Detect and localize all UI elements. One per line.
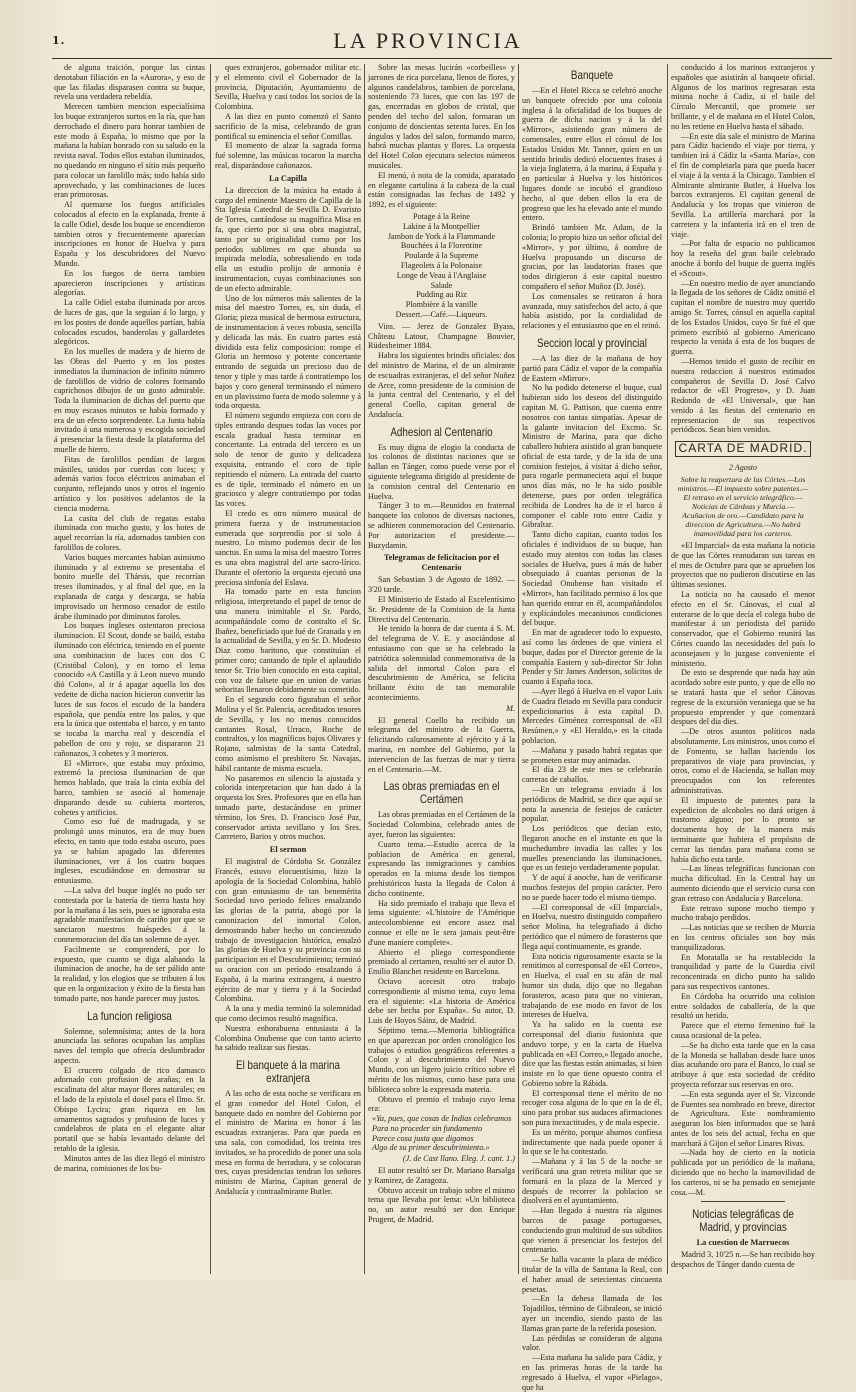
menu-list (368, 212, 515, 320)
column-divider (210, 64, 211, 1274)
paragraph: conducido á los marinos extranjeros y españoles que asistirán al banquete oficial. Algunos de los marinos regresaran esta misma noche á Cadiz, si el baile del Círculo Mercantil, que promete ser brillante, y el de mañana en el Hotel Colon, no les retiene en Huelva hasta el sábado. (671, 63, 815, 131)
paragraph: Merecen tambien mencion especialísima los buque extranjeros surtos en la ría, que han derrochado el dinero para honrar tambien de este modo á España, lo mismo que por la mañana la habían honrado con su saludo en la revista naval. Todos ellos estaban iluminados, no quedando en ninguno el sitio más pequeño para colocar un farolillo más; todo había sido aprovechado, y las combinaciones de luces eran primorosas. (54, 102, 205, 200)
masthead (0, 0, 856, 54)
paragraph: Sobre las mesas lucirán «corbeilles» y jarrones de rica porcelana, llenos de flores, y algunos candelabros, tambien de porcelana, sosteniendo 73 luces, que con las 197 de gas, encerradas en globos de cristal, que penden del techo del salon, formaran un conjunto de doscientas setenta luces. En los ángulos y lados del salon, formando marco, habrá muchas plantas y flores. La orquesta del Hotel Colon ejecutara selectos números musicales. (368, 63, 515, 170)
paragraph: A las diez en punto comenzó el Santo sacrificio de la misa, celebrando de gran pontifical su eminencia el señor Comillas. (215, 111, 361, 141)
paragraph: Varios buques mercantes habían asimismo iluminado y al extremo se presentaba el bonito muelle del Thársis, que recorrían treses iluminados, y al final del que, en la explanada de carga y descarga, se había improvisado un hermoso cenador de estilo árabe iluminado por diminutos faroles. (54, 552, 205, 621)
paragraph: —A las diez de la mañana de hoy partió para Cádiz el vapor de la compañía de Eastern «Mirror». (522, 353, 662, 383)
paragraph: Los comensales se retiraron á hora avanzada, muy satisfechos del acto, á que había asistido, por la cordialidad de relaciones y el entusiasmo que en el reinó. (522, 291, 662, 331)
section-heading-seccion-local: Seccion local y provincial (537, 335, 647, 350)
menu-item: Potage á la Reine (412, 211, 471, 221)
section-heading-obras: Las obras premiadas en el Certámen (383, 779, 500, 807)
paragraph: —En esta segunda ayer el Sr. Vizconde de Fuentes sea nombrado en breve, director de Agricultura. Este nombramiento aseguran los bien informados que se hará antes de los seis del actual, fecha en que marchará á Gijon el señor Linares Rivas. (671, 1089, 815, 1148)
newspaper-title: LA PROVINCIA (333, 28, 523, 53)
paragraph: Vins. — Jerez de Gonzalez Byass, Château Latour, Champagne Bouvier, Rüdesheimer 1884. (368, 321, 515, 351)
menu-item: Poularde á la Supreme (404, 251, 479, 261)
column-3 (368, 63, 515, 1275)
verse-citation: (J. de Cast llano. Eleg. J. cant. 1.) (402, 1154, 515, 1164)
paragraph: La direccion de la música ha estado á cargo del eminente Maestro de Capilla de la Sta Iglesia Catedral de Sevilla D. Evaristo de Torres, cantándose su magnífica Misa en fa, que cierto por si una obra magistral, tanto por su originalidad como por los periodos sublimes en que abunda su inspirada melodía, sobresaliendo en toda ella un estudio prolijo de armonía é instrumentacion, cuyas combinaciones son de un efecto admirable. (215, 185, 361, 293)
paragraph: Facilmente se comprenderá, por lo expuesto, que cuanto se diga alabando la iluminacion de anoche, ha de ser pálido ante la realidad, y los elogios que se tributen á los que en la organizacion y éxito de la fiesta han tomado parte, nos hande parecer muy justos. (54, 944, 205, 1003)
paragraph: Y de aquí á anoche, han de verificarse muchos festejos del propio carácter. Pero no se puede hacer todo el mismo tiempo. (522, 873, 662, 902)
paragraph: Es muy digna de elogio la conducta de los colonos de distintas naciones que se hallan en Tánger, como puede verse por el siguiente telegrama dirigido al presidente de la comision central del Centenario en Huelva. (368, 442, 515, 501)
dateline: 2 Agosto (728, 463, 758, 473)
paragraph: —En un telegrama enviado á los periódicos de Madrid, se dice que aquí se nota la ausencia de festejos de carácter popular. (522, 784, 662, 824)
paragraph: El «Mirror», que estaba muy próximo, extremó la preciosa iluminacion de que hemos hablado, que traía la cinta exibía del barco, tambien se asoció al homenaje disparando desde su cubierta morteros, cohetes y artificios. (54, 758, 205, 817)
section-heading-noticias: Noticias telegráficas de Madrid, y provincias (692, 1207, 794, 1235)
paragraph: —En nuestro medio de ayer anunciando la llegada de los señores de Cádiz omitió el capitan el nombre de nuestro muy querido amigo Sr. Torres, cónsul en aquella capital de los Estados Unidos, cuyo Sr fué el que primero escribió al gobierno Americano respecto la venida á esta de los buques de guerra. (671, 278, 815, 357)
paragraph: Séptimo tema.—Memoria bibliográfica en que aparezcan por orden cronológico los trabajos ó estudios geográficos referentes a Colon y al descubrimiento del Nuevo Mundo, con un ligero juicio crítico sobre el mérito de los mismos, como base para una biblioteca sobre la expresada materia. (368, 1025, 515, 1094)
paragraph: —Por falta de espacio no publicamos hoy la reseña del gran baile celebrado anoche á bordo del buque de guerra inglés el «Scout». (671, 239, 815, 278)
paragraph: —Las noticias que se reciben de Murcia en los centros oficiales son hoy más tranquilizadoras. (671, 923, 815, 952)
paragraph: Tánger 3 to m.—Reunidos en fraternal banquete los colonos de diversas naciones, se adhieren conmemoracion del Centenario. Por autorizacion el presidente.—Buzydamin. (368, 501, 515, 550)
paragraph: La casita del club de regatas estaba iluminada con mucho gusto, y los botes de aquel recorrían la ría, adornados tambien con farolillos de colores. (54, 513, 205, 553)
paragraph: El momento de alzar la sagrada forma fué solemne, las músicas tocaron la marcha real, disparándose cañonazos. (215, 141, 361, 170)
paragraph: La calle Odiel estaba iluminada por arcos de luces de gas, que la seguían á lo largo, y en los postes de donde aquellos partían, había colocados escudos, banderolas y gallardetes alegóricos. (54, 298, 205, 347)
paragraph: El credo es otro número musical de primera fuerza y de instrumentacion esmerada que sorprendía por si solo á nuestro. Lo mismo podemos decir de los sanctus. En suma la misa del maestro Torres es una obra magistral del arte sacro-lírico. Durante el ofertorio la orquesta ejecutó una preciosa sinfonía del Eslava. (215, 509, 361, 587)
paragraph: He tenido la honra de dar cuenta á S. M. del telegrama de V. E. y asociándose al entusiasmo con que se ha celebrado la patriótica solemnidad conmemorativa de la salida del inmortal Colon para el descubrimiento de América, se felicita brillante éxito de tan memorable acontecimiento. (368, 624, 515, 703)
paragraph: A las ocho de esta noche se verificara en el gran comedor del Hotel Colon, el banquete dado en nombre del Gobierno por el ministro de Marina en honor á las escuadras extranjeras. Para que pueda en una sala, con comodidad, los treinta tres invitados, se ha procedido de poner una sola mesa en forma de herradura, y se colocaran tres, cuyas presidencias tendran los señores ministro de Marina, Capitan general de Andalucía y contraalmirante Butler. (215, 1089, 361, 1197)
verse-line: Parece cosa justa que digamos (372, 1133, 474, 1143)
paragraph: Esta noticia rigurosamente exacta se la remitimos al corresponsal de «El Correo», en Huelva, el cual en su afán de mal humor sin duda, dijo que no llegaban forasteros, acaso para que no vinieran, trabajando de ese modo en favor de los intereses de Huelva. (522, 951, 662, 1020)
paragraph: de alguna traición, porque las cintas denotaban filiación en la «Aurora», y eso de que las filadas disparasen contra su buque, revela una verdadera rebeldía. (54, 63, 205, 102)
paragraph: —En este día sale el ministro de Marina para Cádiz haciendo el viaje por tierra, y tambien irá á Cádiz la «Santa María», con el fin de completarla para que pueda hacer el viaje á la venta á la Chicago. Tambien el Almirante almirante Butler, á Huelva los barcos extranjeros. El capitan general de Andalucía y los tropas que vinieron de Sevilla. La artillería marchará por la carretera y la infantería irá en el tren de viaje. (671, 131, 815, 239)
column-2 (215, 63, 361, 1275)
section-heading-banquete-hotel: Banquete (570, 68, 614, 82)
section-heading-funcion: La funcion religiosa (87, 1008, 172, 1023)
paragraph: —La salva del buque inglés no pudo ser contestada por la batería de tierra hasta hoy por la mañana á las seis, pues se ignoraba esta agradable manifestacion de cariño por que se sanciaron nuestros huéspedes á la conmemoracion del día tan solemne de ayer. (54, 885, 205, 944)
paragraph: Madrid 3, 10'25 n.—Se han recibido hoy despachos de Tánger dando cuenta de (671, 1250, 815, 1270)
paragraph: —El corresponsal de «El Imparcial», en Huelva, nuestro distinguido compañero señor Molina, ha telegrafiado á dicho periódico que el número de forasteros que llega aquí continuamente, es grande. (522, 902, 662, 951)
paragraph: En mar de agradecer todo lo expuesto, así como las órdenes de que viniera el buque, dadas por el Director gerente de la compañía Eastern y sub-director Sir John Pender y Sir James Anderson, solicitos de cuanto á España toca. (522, 628, 662, 687)
summary: Sobre la reapertura de las Córtes.—Los ministros.—El impuesto sobre patentes.—El retraso en el servicio telegráfico.—Noticias de Cárdeas y Murcia.—Acuñacion de oro.—Candidato para la direccion de Agricultura.—No habrá inamovilidad para los carteros. (677, 475, 809, 539)
paragraph: El general Coello ha recibido un telegrama del ministro de la Guerra, felicitando calurosamente al ejército y á la marina, en nombre del Gobierno, por la intervencion de las fuerzas de mar y tierra en el Centenario.—M. (368, 715, 515, 774)
paragraph: El corresponsal tiene el mérito de no recoger cosa alguna de lo que en la de él, sino para probar sus audaces afirmaciones son pura inexactitudes, y de mala especie. (522, 1088, 662, 1128)
paragraph: Tanto dicho capitan, cuanto todos los oficiales é individuos de su buque, han estado muy atentos con todas las clases sociales de Huelva, pues á más de haber obsequiado á cuantas personas de la Sociedad Onubense han visitado el «Mirror», han facilitado permiso á los que han querido entrar en él, acompañándolos y explicándoles mecanismos condiciones del buque. (522, 530, 662, 628)
paragraph: Abierto el pliego correspondiente premiado al certamen, resultó ser el autor D. Emilio Blanchet residente en Barcelona. (368, 947, 515, 977)
column-divider (667, 64, 668, 1274)
paragraph: El crucero colgado de rico damasco adornado con profusion de arañas; en la escalinata del altar mayor flores naturales; en el lado de la epístola el dosel para el Ilmo. Sr. Obispo Lycira; gran riqueza en los ornamentos sagrados y profusion de luces y candelabros de plata en el elegante altar portatil que se había levantado delante del retablo de la iglesia. (54, 1065, 205, 1154)
verse-line: Para no proceder sin fundamento (372, 1123, 483, 1133)
paragraph: Obtuvo el premio el trabajo cuyo lema era: (368, 1094, 515, 1114)
paragraph: Solemne, solemnísima; antes de la hora anunciada las señoras ocupaban las amplias naves del templo que ofrecía deslumbrador aspecto. (54, 1026, 205, 1065)
verse-line: Algo de su primer descubrimiento.» (372, 1143, 490, 1153)
paragraph: El impuesto de patentes para la expedicion de alcoholes no dará origen á trastorno alguno; por lo pronto se documenta hoy de la manera más terminante que hubiera el propósito de cerrar las tiendas para mañana como se había dicho esta tarde. (671, 795, 815, 864)
paragraph: «El Imparcial» da esta mañana la noticia de que las Córtes reanudaran sus tareas en el mes de Octubre para que se aprueben los proyectos que no pudieron discutirse en las últimas sesiones. (671, 541, 815, 590)
menu-item: Plombière á la vanille (405, 300, 478, 310)
paragraph: —Esta mañana ha salido para Cádiz, y en las primeras horas de la tarde ha regresado á Huelva, el vapor «Pielago», que ha (522, 1353, 662, 1392)
paragraph: Octavo acecesit otro trabajo correspondiente al mismo tema, cuyo lema era el siguiente: «La historia de América debe ser hecha por España». Su autor, D. Luis de Hoyos Sáinz, de Madrid. (368, 976, 515, 1026)
paragraph: —Ayer llegó á Huelva en el vapor Luis de Cuadra fletado en Sevilla para conducir expedicionarios á esta capital D. Mercedes Giménez corresponsal de «El Resúmen,» y «El Heraldo,» en la citada poblacion. (522, 687, 662, 745)
subheading-capilla: La Capilla (269, 173, 307, 183)
paragraph: En Córdoba ha ocurrido una colision entre soldados de caballería, de la que resultó un herido. (671, 991, 815, 1021)
paragraph: San Sebastian 3 de Agosto de 1892. —3'20 tarde. (368, 575, 515, 595)
paragraph: —En el Hotel Ricca se celebró anoche un banquete ofrecido por una colonia inglesa á la oficialidad de los buques de guerra de dicha nacion y á la del «Mirror», asistiendo gran número de comensales, entre ellos el cónsul de los Estados Unidos Mr. Tanner, quien en un sentido brindis dedicó elocuentes frases á la vieja Inglaterra, á la marina, á España y en particular á Huelva y los históricos lugares donde se incubó el grandioso hecho, al que deben ellos la era de progreso que les ha elevado ante el mundo entero. (522, 86, 662, 223)
column-divider (518, 64, 519, 1274)
paragraph: En Moratalla se ha restablecido la tranquilidad y parte de la Guardia civil reconcentrada en dicho punto ha salido para sus respectivos cantones. (671, 952, 815, 991)
paragraph: No ha podido detenerse el buque, cual hubieran sido los deseos del distinguido capitan M. G. Pattison, que cuenta entre nosotros con tantas simpatías. Apesar de la galante invitacion del Excmo. Sr. Ministro de Marina, para que dicho caballero hubiera asistido al gran banquete oficial de esta tarde, y de la ida de una comision festejos, á visitar á dicho señor, para rogarle permaneciera aquí el buque unos días más, no le ha sido posible detenerse, pues por orden telegráfica recibida de Londres ha de ir el barco á componer el cable roto entre Cadiz y Gibraltar. (522, 383, 662, 530)
signature: M. (506, 703, 515, 713)
paragraph: —Las líneas telegráficas funcionan con mucha dificultad. En la Central hay un aumento diciendo que el servicio cursa con gran retraso con Andalucía y Barcelona. (671, 864, 815, 903)
section-heading-banquete: El banquete á la marina extranjera (236, 1058, 340, 1086)
paragraph: Ha tomado parte en esta funcion religiosa, interpretando el papel de tenor de una manera inimitable el Sr. Pardo, acompañándole como de contralto el Sr. Ibañez, beneficiado que fué de Granada y en la actualidad de Sevilla, y en Sr. D. Modesto Diaz como baritono, que constituían el primer coro; cantando de tiple el aplaudido tenor Sr. Trio bien conocido en esta capital, con voz de falsete que en union de varias señoritas llenaron debidamente su cometido. (215, 587, 361, 695)
paragraph: El Ministerio de Estado al Excelentísimo Sr. Presidente de la Comision de la Junta Directiva del Centenario. (368, 595, 515, 624)
paragraph: ques extranjeros, gobernador militar etc. y el elemento civil el Gobernador de la provincia, Diputación, Ayuntamiento de Sevilla, Huelva y casi todos los socios de la Colombina. (215, 63, 361, 112)
paragraph: Nuestra enhorabuena entusiasta á la Colombina Onubense que con tanto acierto ha sabido realizar sus fiestas. (215, 1023, 361, 1053)
paragraph: A la una y media terminó la solemnidad que como decimos resultó magnífica. (215, 1004, 361, 1023)
paragraph: El magistral de Córdoba Sr. González Francés, estuvo elocuentísimo, hizo la apología de la Sociedad Colombina, habló con gran entusiasmo de tan benemérita Sociedad tuvo periodo felices ensalzando las glorias de la patria, abogó por la canonizacion del inmortal Colon, demostrando haber hecho un concienzudo trabajo de investigacion histórica, ensalzó las glorias de Huelva y su provincia con su participacion en el Descubrimiento; terminó su oracion con un período ensalzando á España, á la marina extrangera, á nuestro ejército de mar y tierra y á la Sociedad Colombina. (215, 857, 361, 1004)
paragraph: Como eso fué de madrugada, y se prolongó unos minutos, era de muy buen efecto, en tanto que todo estaba oscuro, pues ya se habían apagado las diferentes iluminaciones, ver á los cuatro buques ingleses, escudiándose en demostrar su entusiasmo. (54, 817, 205, 886)
menu-item: Bouchées á la Florentine (400, 241, 483, 251)
paragraph: —Hemos tenido el gusto de recibir en nuestra redaccion á nuestros estimados compañeros de Sevilla D. José Calvo redactor de «El Progreso», y D. Juan Redondo de «El Universal», que han venido á las fiestas del centenario en representacion de sus respectivos periódicos. Sean bien venidos. (671, 356, 815, 435)
paragraph: Brindó tambien Mr. Adam, de la colonia; lo propio hizo un señor oficial del «Mirror», y por último, á nombre de Huelva propusando un discurso de gracias, por las laudatorias frases que todos dirigieron á este capital nuestro compañero el señor Muñoz (D. José). (522, 223, 662, 291)
paragraph: Las pérdidas se consideran de alguna valor. (522, 1333, 662, 1353)
column-divider (364, 64, 365, 1274)
paragraph: Este retraso supone mucho tiempo y mucho trabajo perdidos. (671, 903, 815, 923)
section-heading-adhesion: Adhesion al Centenario (390, 424, 493, 439)
paragraph: —Se halla vacante la plaza de médico titular de la villa de Santana la Real, con el haber anual de setecientas cincuenta pesetas. (522, 1255, 662, 1294)
paragraph: Cuarto tema.—Estudio acerca de la poblacion de América en general, expresando las inmigraciones y cambios operados en la misma desde los tiempos prehistóricos hasta la llegada de Colon á dicho continente. (368, 839, 515, 898)
paragraph: No pasaremos en silencio la ajustada y colorida interpretacion que han dado á la orquesta los Sres. Profesores que en ella han tomado parte, destacándose en primer término, los Sres. D. Francisco José Paz, conservador artista sevillano y los Sres. Carretero, Barios y otros muchos. (215, 773, 361, 842)
separator-rule (701, 1201, 785, 1202)
paragraph: El número segundo empieza con coro de tiples entrando despues todas las voces por escala gradual hasta terminar en concertante. La entrada del tercero es un solo de tenor de gusto y delicadeza exquisita, entrando el coro de tiple repitiendo el número. La entrada del cuarto es de tiple, terminado el número en un graciosco y alegre contratiempo por todas las voces. (215, 411, 361, 509)
paragraph: Obtuvo accesit un trabajo sobre el mismo tema que llevaba por lema: «Un biblioteca no, un autor resultó ser don Enrique Prugent, de Madrid. (368, 1185, 515, 1225)
paragraph: En el segundo coro figuraban el señor Molina y el Sr. Palencia, acreditados tenores de Sevilla, y los no menos conocidos cantantes Rosal, Urraco, Roche de contraltos, y los magníficos bajos Olivares y Rojano, salmistas de la santa Catedral, como asimismo el presbítero Sr. Navajas, hábil cantante de misma escuela. (215, 695, 361, 773)
paragraph: —Se ha dicho esta tarde que en la casa de la Moneda se hallaban desde hace unos días acuñando oro para el Banco, lo cual se atribuye á que esta sociedad de crédito proyecta reforzar sus reservas en oro. (671, 1040, 815, 1089)
paragraph: Ya ha salido en la cuenta ese corresponsal del diario fusionista que anduvo torpe, y en la carta de Huelva publicada en «El Correo,» llegado anoche, dice que las fiestas están animadas, si bien insiste en lo que tiene opuesto contra el Gobierno sobre la Rábida. (522, 1020, 662, 1088)
paragraph: En los muelles de madera y de hierro de las Obras del Puerto y en los postes inmediatos la iluminacion de infinito número de farolillos de vidrio de colores formando caprichosos dibujos de un gusto admirable. Toda la iluminacion de dichas del puerto que en muy escasos minutos se había formado y era de un efecto sorprendente. La Junta había invitado á una numerosa y escogida sociedad á presenciar la fiesta desde la plataforma del muelle de hierro. (54, 347, 205, 455)
subheading-marruecos: La cuestion de Marruecos (696, 1238, 790, 1248)
menu-item: Flageolets á la Polonaise (400, 260, 483, 270)
paragraph: El menú, ó nota de la comida, aparatado en elegante cartulina á la cabeza de la cual están consignadas las fechas de 1492 y 1892, es el siguiente: (368, 170, 515, 210)
paragraph: —De otros asuntos políticos nada absolutamente. Los ministros, unos como el de Fomento, se hallan haciendo los preparativos de viaje para provincias, y otros, como el de Hacienda, se hallan muy preocupados con los referentes administrativas. (671, 727, 815, 795)
paragraph: Fitas de farolillos pendían de largos mástiles, unidos por cuerdas con luces; y además varios focos eléctricos animaban el conjunto, reflejando unos y otros el ingenio artístico y los positivos adelantos de la ciencia moderna. (54, 454, 205, 513)
paragraph: De esto se desprende que nada hay aún acordado sobre este punto, y que de ello no se tratará hasta que el señor Cánovas regrese de la excursión veraniega que se ha propuesto emprender y que comenzará despues del dia dies. (671, 668, 815, 727)
paragraph: Al quemarse los fuegos artificiales colocados al efecto en la explanada, frente á la calle Odiel, desde los buque se encendieron tambien otros y frecuentemente aparecían inscripciones en honor de Huelva y para España y los descubridores del Nuevo Mundo. (54, 200, 205, 268)
menu-item: Dessert.—Café.—Liqueurs. (395, 309, 488, 319)
paragraph: Uno de los números más salientes de la misa del maestro Torres, es, sin duda, el Gloria; pieza musical de hermosa estructura, de instrumentacion á veces robusta, sencilla y delicada las más. En cuatro partes está dividida esta feliz composicion: rompe el Gloria un hermoso y potente concertante entrando de seguida un precioso duo de tenor y tiple y mas tarde á contratiempo los bajos y coro general terminando el número en un plavissimo fuera de modo solemne y á toda orquesta. (215, 293, 361, 411)
paragraph: Es un mérito, porque ahumos confiesa indirectamente que nada puede oponer á lo que se le ha contestado. (522, 1127, 662, 1157)
paragraph: Las obras premiadas en el Certámen de la Sociedad Colombina, celebrado antes de ayer, fueron las siguientes: (368, 810, 515, 839)
paragraph: Los periódicos que decían esto, llegaron anoche en el instante en que la muchedumbre invadía las calles y los muelles presenciando las iluminaciones, que es un festejo verdaderamente popular. (522, 824, 662, 873)
paragraph: —Nada hoy de cierto en la noticia publicada por un periódico de la mañana, diciendo que no hecho la inamovilidad de los carteros, ni se ha pensado en semejante cosa.—M. (671, 1148, 815, 1197)
paragraph: —Han llegado á nuestra ría algunos barcos de pasage portugueses, conduciendo gran multitud de sus súbditos que vienen á presenciar los festejos del centenario. (522, 1206, 662, 1255)
paragraph: En los fuegos de tierra tambien aparecieron inscripciones y artísticas alegorías. (54, 268, 205, 298)
paragraph: El autor resultó ser Dr. Mariano Barsalga y Ramirez, de Zaragoza. (368, 1166, 515, 1185)
menu-item: Longe de Veau á l'Anglaise (396, 270, 487, 280)
menu-item: Pudding au Riz (416, 290, 467, 300)
paragraph: —Mañana y á las 5 de la noche se verificará una gran retreta militar que se formará en la plaza de la Merced y después de recorrer la poblacion se disolverá en el ayuntamiento. (522, 1157, 662, 1206)
section-heading-carta-madrid: CARTA DE MADRID. (675, 441, 811, 457)
menu-item: Jambon de York á la Flammande (387, 231, 496, 241)
paragraph: —En la dehesa llamada de los Tojadillos, término de Gibraleon, se inició ayer un incendio, siendo pasto de las llamas gran parte de la referida posesion. (522, 1294, 662, 1333)
page-number: 1. (52, 34, 66, 47)
menu-item: Lakine á la Montpellier (402, 221, 481, 231)
paragraph: Ha sido premiado el trabajo que lleva el lema siguiente: «L'histoire de l'Amérique antecolombienne est encore assez mal connue et elle ne le sera jamais peut-être d'une maniere complete». (368, 898, 515, 947)
header-rule (52, 58, 832, 59)
paragraph: Habra los siguientes brindis oficiales: dos del ministro de Marina, el de un almirante de escuadras extranjeras, el del señor Nuñez de Arce, como presidente de la comision de la junta central del Centenario, y el del general Coello, capitan general de Andalucía. (368, 351, 515, 419)
column-4 (522, 63, 662, 1392)
menu-item: Salade (430, 280, 453, 290)
paragraph: Minutos antes de las diez llegó el ministro de marina, comisiones de los bu- (54, 1153, 205, 1173)
paragraph: Parece que el eterno femenino fué la causa ocasional de la pelea. (671, 1021, 815, 1040)
paragraph: Los buques ingleses ostentaron preciosa iluminacion. El Scout, donde se bailó, estaba iluminado con eléctrica, teniendo en el puente una combinacion de luces con dos C (Cristóbal Colon), y en torno el lema conocido «A Castilla y á Leon nuevo mundo dió Colon», al ir á apagar aquella los dos vedette de dicha nacion hicieron converitr las luces de sus focos el escudo de la bandera española, que pendía entre los palos, y que era la única que ostentaba el barco, y en tanto se tocaba la marcha real y descendía el pabellon de oro y rojo, se dispararon 21 cañonazos, 3 cohetes y 3 morteros. (54, 621, 205, 758)
verse-line: «Ya, pues, que cosas de Indias celebramos (372, 1114, 512, 1124)
subheading-sermon: El sermon (269, 845, 307, 855)
paragraph: —Mañana y pasado habrá regatas que se prometen estar muy animadas. (522, 745, 662, 765)
column-1 (54, 63, 205, 1275)
paragraph: La noticia no ha causado el menor efecto en el Sr. Cánovas, el cual al enterarse de lo que decía el colega hubo de manifestar á un periodista del partido conservador, que el Gobierno reunirá las Córtes cuando las necesidades del país lo aconsejasen y lo juzgase conveniente el ministerio. (671, 590, 815, 668)
subheading-telegramas: Telegramas de felicitacion por el Centenario (383, 553, 500, 573)
column-5 (671, 63, 815, 1275)
paragraph: El día 23 de este mes se celebrarán carreras de caballos. (522, 765, 662, 785)
